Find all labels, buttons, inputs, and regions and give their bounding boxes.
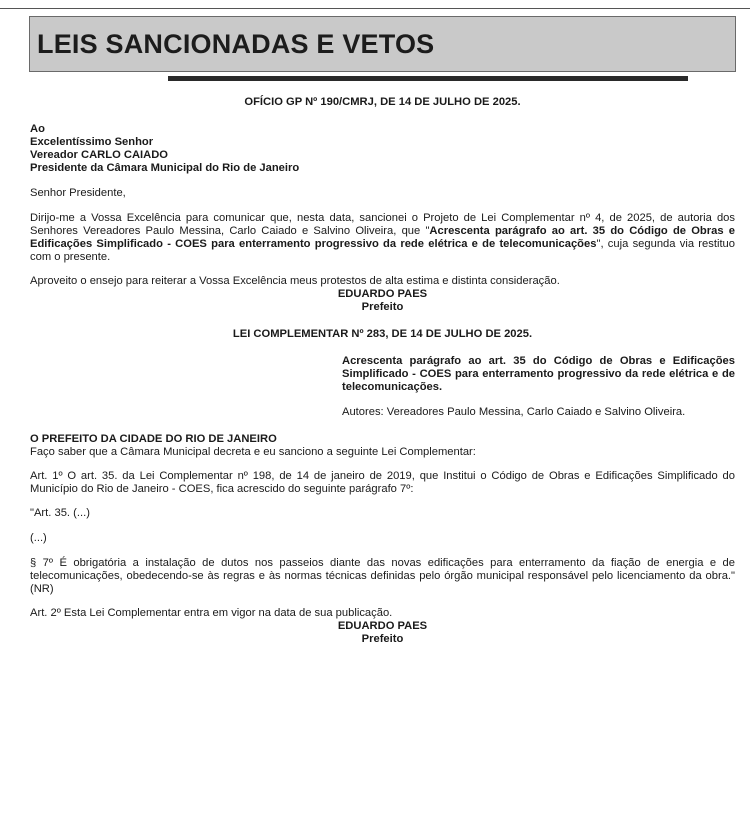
oficio-body-text-end: ", cuja segunda via restituo com o presente. [30, 238, 735, 263]
address-line: Vereador CARLO CAIADO [30, 149, 169, 161]
prefeito-heading: O PREFEITO DA CIDADE DO RIO DE JANEIRO [30, 433, 277, 445]
lei-ementa: Acrescenta parágrafo ao art. 35 do Código de Obras e Edificações Simplificado - COES para enterramento progressivo da rede elétrica e de telecomunicações. [342, 355, 735, 393]
lei-signature-role: Prefeito [361, 633, 404, 645]
oficio-address [30, 123, 735, 175]
document-body [30, 96, 735, 646]
oficio-body [30, 212, 735, 264]
oficio-body-bold: Acrescenta parágrafo ao art. 35 do Código de Obras e Edificações Simplificado - COES para enterramento progressivo da rede elétrica e de telecomunicações [30, 225, 736, 250]
oficio-greeting: Senhor Presidente, [30, 187, 126, 199]
article-2: Art. 2º Esta Lei Complementar entra em vigor na data de sua publicação. [30, 607, 393, 619]
oficio-body-text: Dirijo-me a Vossa Excelência para comunicar que, nesta data, sancionei o Projeto de Lei Complementar nº 4, de 2025, de autoria dos Senhores Vereadores Paulo Messina, Carlo Caiado e Salvino Oliveira, que " [30, 212, 735, 237]
paragraph-7: § 7º É obrigatória a instalação de dutos nos passeios diante das novas edificações para enterramento da fiação de energia e de telecomunicações, obedecendo-se às regras e às normas técnicas definidas pelo órgão municipal responsável pelo licenciamento da obra." (NR) [30, 557, 735, 595]
lei-title: LEI COMPLEMENTAR Nº 283, DE 14 DE JULHO DE 2025. [232, 328, 533, 340]
address-line: Excelentíssimo Senhor [30, 136, 154, 148]
decree-text: Faço saber que a Câmara Municipal decreta e eu sanciono a seguinte Lei Complementar: [30, 446, 476, 458]
top-rule [0, 8, 750, 9]
address-line: Ao [30, 123, 45, 135]
oficio-closing: Aproveito o ensejo para reiterar a Vossa Excelência meus protestos de alta estima e distinta consideração. [30, 275, 560, 287]
section-title: LEIS SANCIONADAS E VETOS [37, 29, 435, 59]
oficio-signature-name: EDUARDO PAES [337, 288, 428, 300]
lei-authors: Autores: Vereadores Paulo Messina, Carlo Caiado e Salvino Oliveira. [342, 406, 686, 418]
oficio-signature-role: Prefeito [361, 301, 404, 313]
lei-signature-name: EDUARDO PAES [337, 620, 428, 632]
article-1: Art. 1º O art. 35. da Lei Complementar nº 198, de 14 de janeiro de 2019, que Institui o Código de Obras e Edificações Simplificado do Município do Rio de Janeiro - COES, fica acrescido do seguinte parágrafo 7º: [30, 470, 735, 495]
header-underline-bar [168, 76, 688, 81]
oficio-title: OFÍCIO GP Nº 190/CMRJ, DE 14 DE JULHO DE 2025. [244, 96, 521, 108]
quote-ellipsis: (...) [30, 532, 47, 544]
address-line: Presidente da Câmara Municipal do Rio de Janeiro [30, 162, 300, 174]
section-header [29, 16, 736, 72]
quote-start: "Art. 35. (...) [30, 507, 90, 519]
